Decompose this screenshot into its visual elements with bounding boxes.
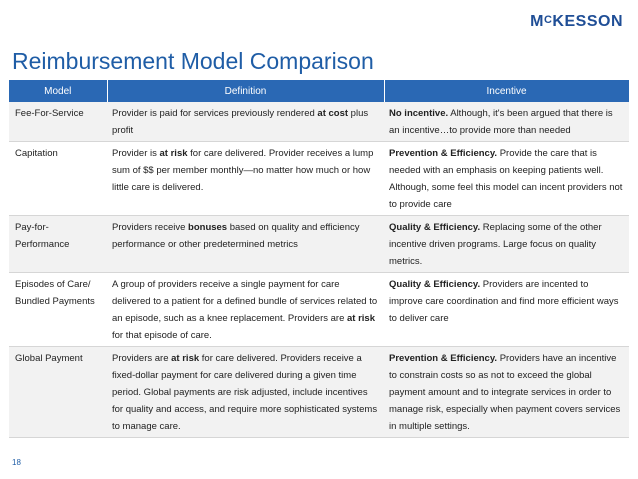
model-cell: Capitation: [9, 142, 107, 216]
incentive-cell: Quality & Efficiency. Replacing some of the other incentive driven programs. Large focus on quality metrics.: [384, 216, 629, 273]
comparison-table: [9, 80, 630, 438]
incentive-cell: No incentive. Although, it's been argued that there is an incentive…to provide more than needed: [384, 102, 629, 142]
slide-title: Reimbursement Model Comparison: [12, 48, 374, 74]
table-header-row: [9, 80, 629, 102]
model-cell: Pay-for-Performance: [9, 216, 107, 273]
incentive-cell: Quality & Efficiency. Providers are incented to improve care coordination and find more efficient ways to deliver care: [384, 273, 629, 347]
definition-cell: Providers receive bonuses based on quality and efficiency performance or other predetermined metrics: [107, 216, 384, 273]
definition-cell: Providers are at risk for care delivered. Providers receive a fixed-dollar payment for care delivered during a given time period. Global payments are risk adjusted, include incentives for quality and access, and require more sophisticated systems to manage care.: [107, 347, 384, 438]
mckesson-logo: MCKESSON: [530, 13, 623, 30]
table-row: [9, 102, 629, 142]
header-definition: Definition: [107, 80, 384, 102]
model-cell: Global Payment: [9, 347, 107, 438]
definition-cell: Provider is at risk for care delivered. Provider receives a lump sum of $$ per member monthly—no matter how much or how little care is delivered.: [107, 142, 384, 216]
table-row: [9, 142, 629, 216]
header-model: Model: [9, 80, 107, 102]
page-number: 18: [12, 458, 21, 467]
table-row: [9, 347, 629, 438]
model-cell: Episodes of Care/ Bundled Payments: [9, 273, 107, 347]
table-row: [9, 216, 629, 273]
definition-cell: A group of providers receive a single payment for care delivered to a patient for a defined bundle of services related to an episode, such as a knee replacement. Providers are at risk for that episode of care.: [107, 273, 384, 347]
model-cell: Fee-For-Service: [9, 102, 107, 142]
definition-cell: Provider is paid for services previously rendered at cost plus profit: [107, 102, 384, 142]
incentive-cell: Prevention & Efficiency. Providers have an incentive to constrain costs so as not to exceed the global payment amount and to integrate services in order to manage risk, especially when payment covers services in multiple settings.: [384, 347, 629, 438]
incentive-cell: Prevention & Efficiency. Provide the care that is needed with an emphasis on keeping patients well. Although, some feel this model can incent providers not to provide care: [384, 142, 629, 216]
header-incentive: Incentive: [384, 80, 629, 102]
table-row: [9, 273, 629, 347]
